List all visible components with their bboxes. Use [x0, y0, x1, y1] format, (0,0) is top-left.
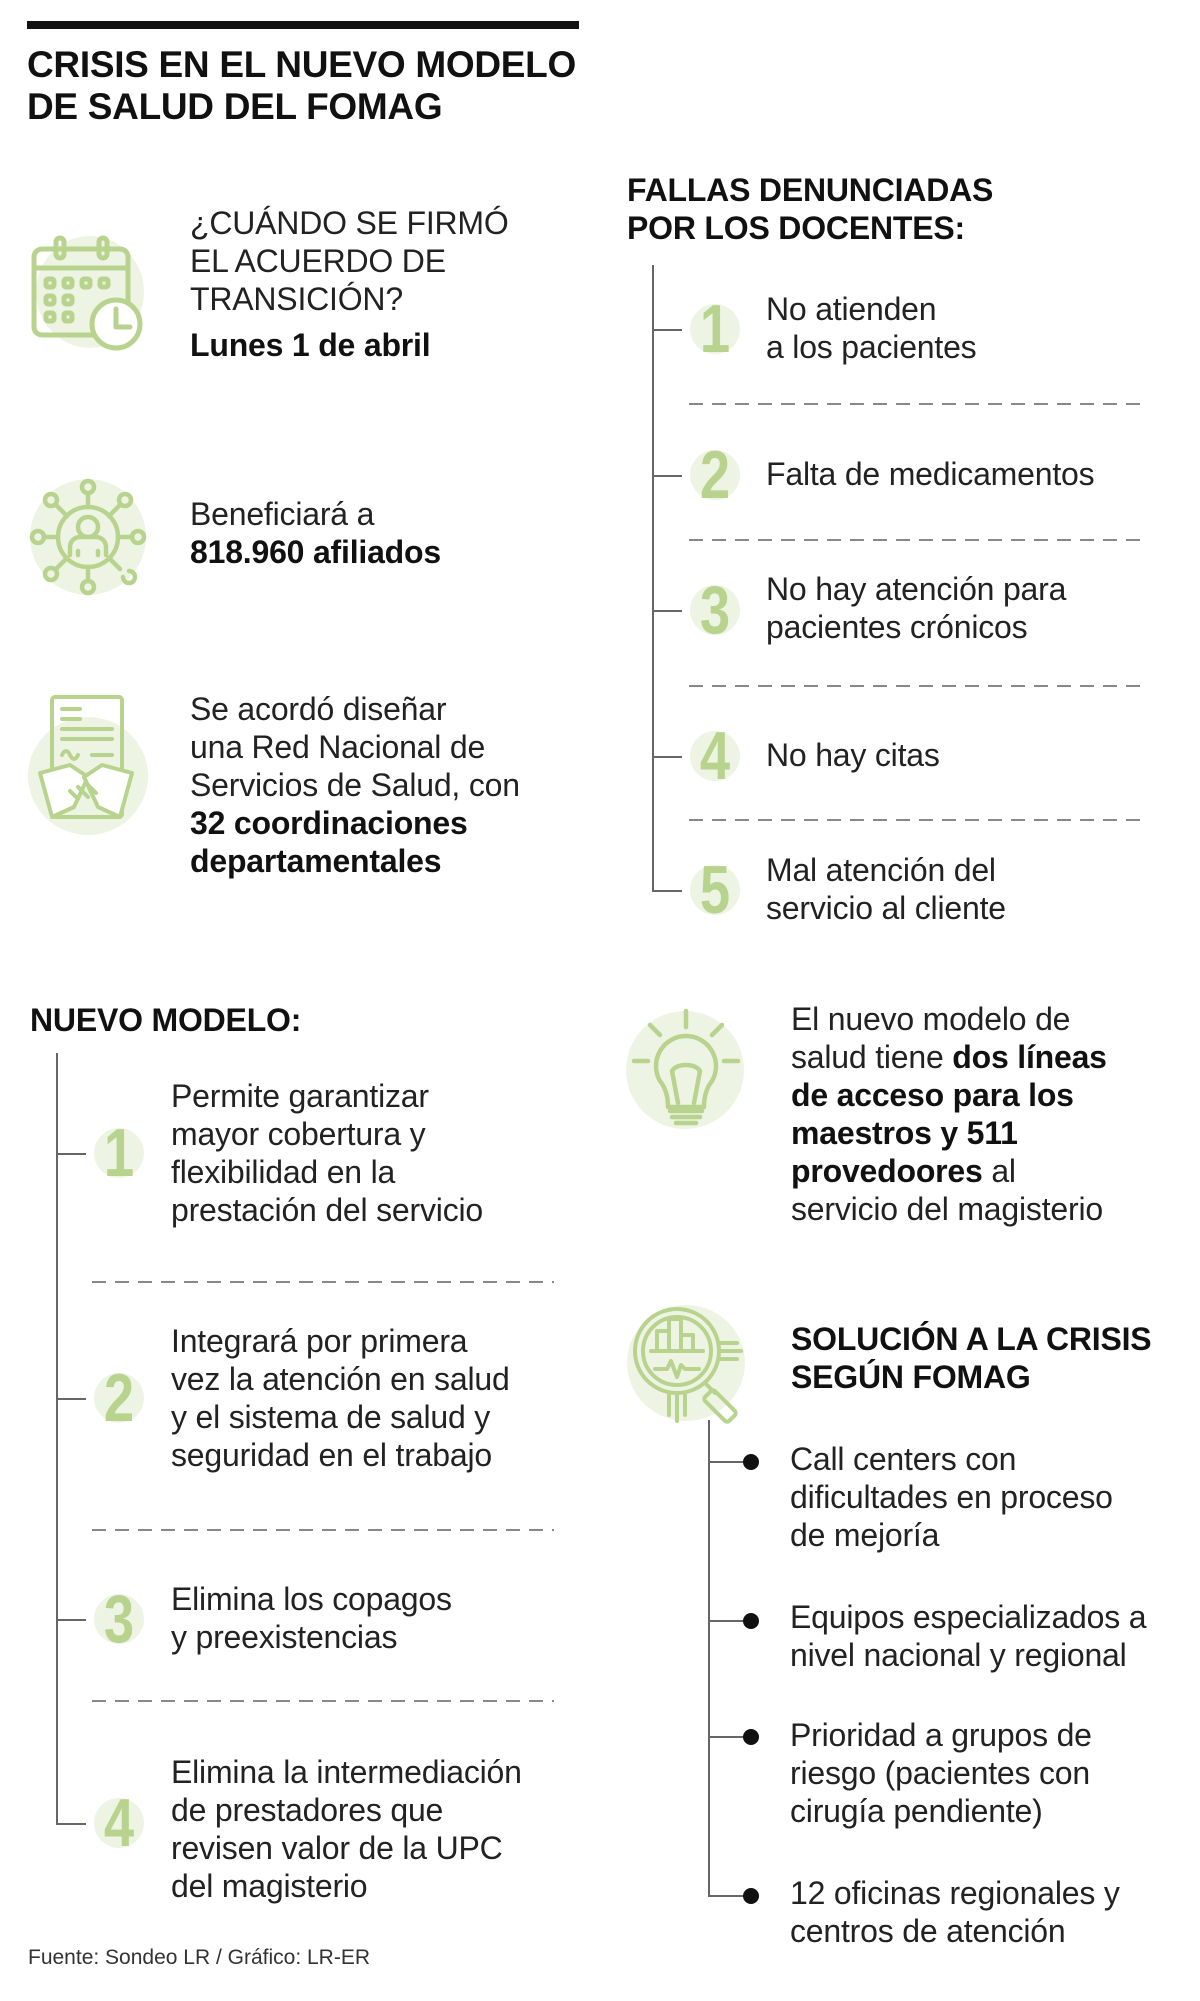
nuevo-modelo-title: NUEVO MODELO: — [30, 1002, 302, 1038]
falla-item: Falta de medicamentos — [766, 456, 1095, 492]
falla-item: No atienden a los pacientes — [766, 291, 977, 365]
timeline-tick — [708, 1461, 744, 1463]
contract-handshake-icon — [26, 695, 146, 815]
dashed-divider — [689, 403, 1144, 405]
timeline-tick — [708, 1736, 744, 1738]
fallas-title-line-1: FALLAS DENUNCIADAS — [627, 172, 994, 208]
main-title-line-1: CRISIS EN EL NUEVO MODELO — [27, 44, 576, 85]
modelo-number-badge: 2 — [92, 1363, 146, 1433]
falla-number-badge: 5 — [688, 855, 742, 925]
modelo-number-badge: 1 — [92, 1118, 146, 1188]
modelo-number-badge: 3 — [92, 1584, 146, 1654]
dashed-divider — [92, 1281, 554, 1283]
fact-network-bold-line: departamentales — [190, 843, 442, 879]
solucion-title — [791, 1320, 1191, 1396]
dashed-divider — [689, 819, 1144, 821]
timeline-tick — [652, 610, 682, 612]
fact-question-line: EL ACUERDO DE — [190, 243, 446, 279]
falla-item: Mal atención del servicio al cliente — [766, 852, 1006, 926]
fact-question-line: ¿CUÁNDO SE FIRMÓ — [190, 205, 509, 241]
bullet-dot — [743, 1613, 759, 1629]
timeline-tick — [652, 890, 682, 892]
fallas-timeline — [652, 265, 654, 891]
fact-question-line: TRANSICIÓN? — [190, 281, 403, 317]
network-user-icon — [26, 475, 146, 595]
bullet-dot — [743, 1888, 759, 1904]
bullet-dot — [743, 1454, 759, 1470]
modelo-item: Elimina los copagos y preexistencias — [171, 1581, 452, 1655]
solucion-item: Prioridad a grupos de riesgo (pacientes con cirugía pendiente) — [790, 1717, 1092, 1829]
falla-number-badge: 2 — [688, 440, 742, 510]
fact-signing-date: Lunes 1 de abril — [190, 327, 431, 363]
timeline-tick — [56, 1153, 86, 1155]
main-title-line-2: DE SALUD DEL FOMAG — [27, 86, 443, 127]
fact-national-network — [190, 690, 610, 880]
fact-network-bold-line: 32 coordinaciones — [190, 805, 468, 841]
fallas-title-line-2: POR LOS DOCENTES: — [627, 210, 965, 246]
fact-beneficiaries-count: 818.960 afiliados — [190, 534, 441, 570]
main-title — [27, 44, 627, 128]
dashed-divider — [689, 539, 1144, 541]
fallas-title — [627, 171, 1187, 247]
modelo-item: Integrará por primera vez la atención en salud y el sistema de salud y seguridad en el trabajo — [171, 1323, 510, 1473]
calendar-clock-icon — [28, 232, 148, 352]
dashed-divider — [689, 685, 1144, 687]
falla-number-badge: 4 — [688, 721, 742, 791]
modelo-item: Permite garantizar mayor cobertura y flexibilidad en la prestación del servicio — [171, 1078, 483, 1228]
solucion-item: Equipos especializados a nivel nacional y regional — [790, 1599, 1147, 1673]
timeline-tick — [652, 329, 682, 331]
solucion-title-line-1: SOLUCIÓN A LA CRISIS — [791, 1321, 1152, 1357]
fact-beneficiaries-label: Beneficiará a — [190, 496, 375, 532]
timeline-tick — [652, 475, 682, 477]
dashed-divider — [92, 1700, 554, 1702]
timeline-tick — [56, 1398, 86, 1400]
timeline-tick — [708, 1620, 744, 1622]
dashed-divider — [92, 1529, 554, 1531]
lightbulb-icon — [626, 1003, 746, 1123]
fact-network-line: una Red Nacional de — [190, 729, 486, 765]
falla-number-badge: 3 — [688, 575, 742, 645]
fact-signing-question — [190, 204, 590, 364]
source-credit: Fuente: Sondeo LR / Gráfico: LR-ER — [28, 1946, 370, 1969]
solucion-item: Call centers con dificultades en proceso de mejoría — [790, 1441, 1113, 1553]
top-rule — [27, 21, 579, 29]
modelo-item: Elimina la intermediación de prestadores que revisen valor de la UPC del magisterio — [171, 1754, 522, 1904]
fact-beneficiaries — [190, 495, 590, 571]
bullet-dot — [743, 1729, 759, 1745]
falla-number-badge: 1 — [688, 294, 742, 364]
solucion-title-line-2: SEGÚN FOMAG — [791, 1359, 1031, 1395]
modelo-number-badge: 4 — [92, 1788, 146, 1858]
falla-item: No hay atención para pacientes crónicos — [766, 571, 1067, 645]
timeline-tick — [56, 1619, 86, 1621]
solucion-item: 12 oficinas regionales y centros de atención — [790, 1875, 1120, 1949]
magnifier-chart-icon — [627, 1303, 747, 1423]
access-lines-text: El nuevo modelo de salud tiene dos líneas de acceso para los maestros y 511 provedoores al servicio del magisterio — [791, 1001, 1107, 1227]
timeline-tick — [708, 1895, 744, 1897]
falla-item: No hay citas — [766, 737, 940, 773]
fact-network-line: Se acordó diseñar — [190, 691, 447, 727]
fact-network-line: Servicios de Salud, con — [190, 767, 520, 803]
nuevo-modelo-timeline — [56, 1053, 58, 1823]
timeline-tick — [652, 756, 682, 758]
timeline-tick — [56, 1823, 86, 1825]
solucion-timeline — [708, 1420, 710, 1897]
